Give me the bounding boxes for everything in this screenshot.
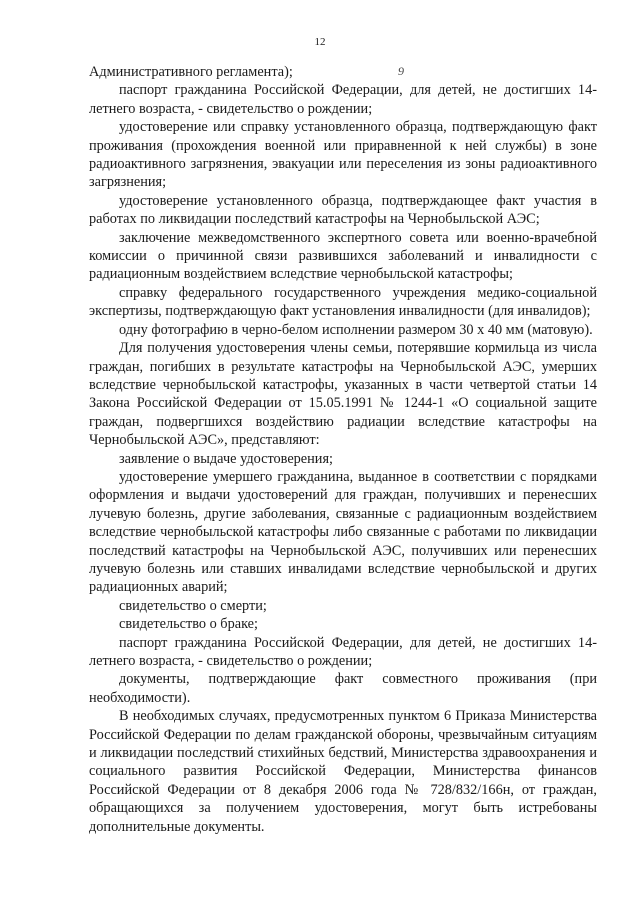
page-number: 12	[314, 36, 326, 48]
paragraph-family-members: Для получения удостоверения члены семьи, потерявшие кормильца из числа граждан, погибших в результате катастрофы на Чернобыльской АЭС, умерших вследствие чернобыльской катастрофы, указанных в части четвертой статьи 14 Закона Российской Федерации от 15.05.1991 № 1244-1 «О социальной защите граждан, подвергшихся воздействию радиации вследствие катастрофы на Чернобыльской АЭС», представляют:	[89, 340, 597, 449]
paragraph-disability-reference: справку федерального государственного учреждения медико-социальной экспертизы, подтверждающую факт установления инвалидности (для инвалидов);	[89, 284, 597, 320]
scan-mark: 9	[398, 64, 404, 78]
paragraph-death-certificate: свидетельство о смерти;	[119, 597, 267, 614]
paragraph-cohabitation-documents: документы, подтверждающие факт совместного проживания (при необходимости).	[89, 671, 597, 706]
paragraph-residence-certificate: удостоверение или справку установленного образца, подтверждающую факт проживания (прохождения военной или приравненной к ней службы) в зоне радиоактивного загрязнения, эвакуации или переселения из зоны радиоактивного загрязнения;	[89, 119, 597, 191]
paragraph-additional-documents: В необходимых случаях, предусмотренных пунктом 6 Приказа Министерства Российской Федерации по делам гражданской обороны, чрезвычайным ситуациям и ликвидации последствий стихийных бедствий, Министерства здравоохранения и социального развития Российской Федерации, Министерства финансов Российской Федерации от 8 декабря 2006 года № 728/832/166н, от граждан, обращающихся за получением удостоверения, могут быть истребованы дополнительные документы.	[89, 708, 597, 835]
paragraph-passport: паспорт гражданина Российской Федерации, для детей, не достигших 14-летнего возраста, - свидетельство о рождении;	[89, 82, 597, 117]
paragraph-passport-family: паспорт гражданина Российской Федерации, для детей, не достигших 14-летнего возраста, - свидетельство о рождении;	[89, 634, 597, 669]
paragraph-photo: одну фотографию в черно-белом исполнении размером 30 х 40 мм (матовую).	[119, 321, 593, 338]
paragraph-application: заявление о выдаче удостоверения;	[119, 450, 334, 467]
paragraph-deceased-certificate: удостоверение умершего гражданина, выданное в соответствии с порядками оформления и выдачи удостоверений для граждан, получивших и перенесших лучевую болезнь, другие заболевания, связанные с радиационным воздействием вследствие чернобыльской катастрофы либо связанные с работами по ликвидации последствий катастрофы на Чернобыльской АЭС, получивших или перенесших лучевую болезнь или ставших инвалидами вследствие чернобыльской и других радиационных аварий;	[89, 468, 597, 596]
paragraph-expert-conclusion: заключение межведомственного экспертного совета или военно-врачебной комиссии о причинной связи развившихся заболеваний и инвалидности с радиационным воздействием вследствие чернобыльской катастрофы;	[89, 229, 597, 283]
paragraph-liquidation-certificate: удостоверение установленного образца, подтверждающее факт участия в работах по ликвидации последствий катастрофы на Чернобыльской АЭС;	[89, 192, 597, 228]
paragraph-marriage-certificate: свидетельство о браке;	[119, 616, 258, 633]
document-body	[89, 63, 597, 836]
paragraph-regulation-end: Административного регламента);	[89, 64, 293, 80]
